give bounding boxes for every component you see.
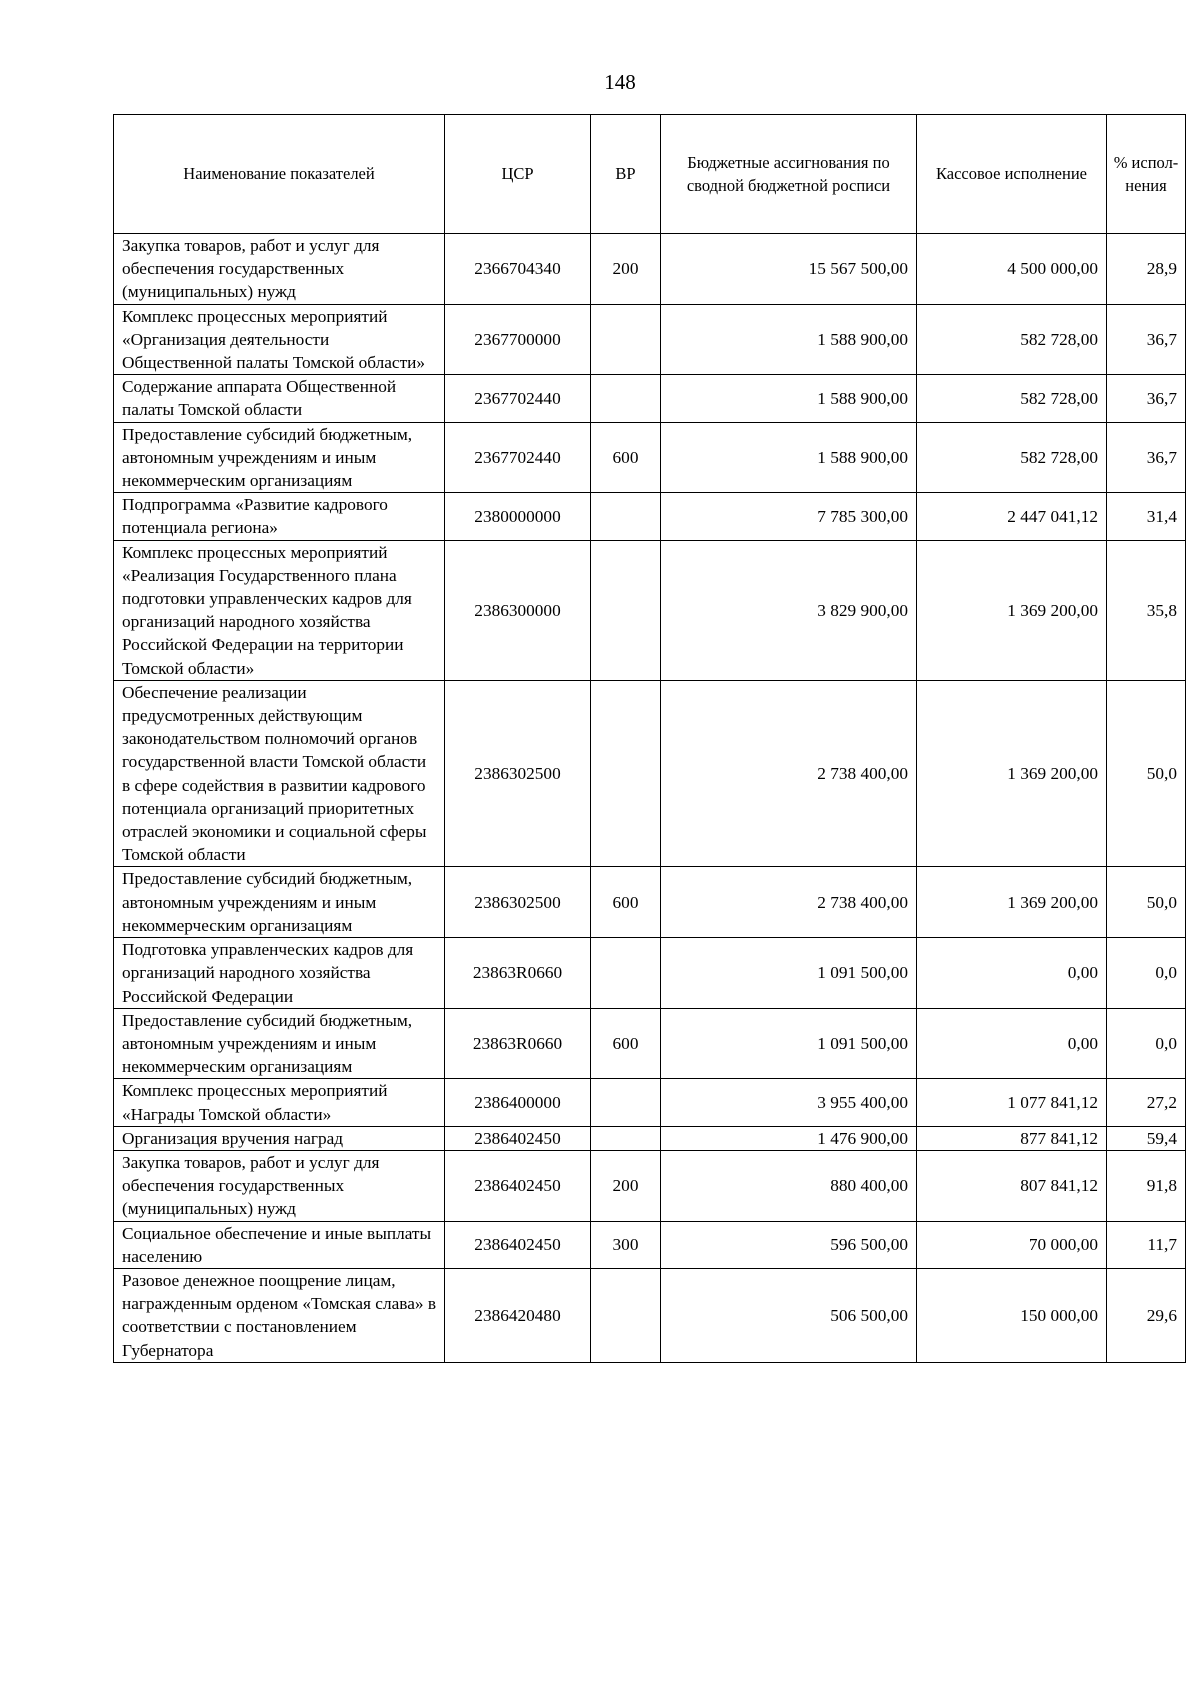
table-header-row xyxy=(114,115,1186,234)
header-vr: ВР xyxy=(591,115,661,234)
cell-code: 2386302500 xyxy=(445,680,591,867)
cell-pct: 50,0 xyxy=(1107,680,1186,867)
cell-pct: 36,7 xyxy=(1107,304,1186,375)
table-row xyxy=(114,938,1186,1009)
cell-name: Содержание аппарата Общественной палаты Томской области xyxy=(114,375,445,422)
cell-code: 2367702440 xyxy=(445,422,591,493)
header-plan: Бюджетные ассигнования по сводной бюджетной росписи xyxy=(661,115,917,234)
budget-execution-table xyxy=(113,114,1186,1363)
cell-plan: 3 955 400,00 xyxy=(661,1079,917,1126)
cell-exec: 1 369 200,00 xyxy=(917,867,1107,938)
cell-name: Организация вручения наград xyxy=(114,1126,445,1150)
cell-name: Комплекс процессных мероприятий «Награды Томской области» xyxy=(114,1079,445,1126)
cell-code: 2386402450 xyxy=(445,1150,591,1221)
cell-code: 2367702440 xyxy=(445,375,591,422)
cell-vr: 200 xyxy=(591,1150,661,1221)
cell-pct: 27,2 xyxy=(1107,1079,1186,1126)
cell-name: Предоставление субсидий бюджетным, автономным учреждениям и иным некоммерческим организациям xyxy=(114,422,445,493)
table-row xyxy=(114,1126,1186,1150)
cell-exec: 0,00 xyxy=(917,938,1107,1009)
table-row xyxy=(114,1150,1186,1221)
cell-vr xyxy=(591,680,661,867)
table-body xyxy=(114,234,1186,1363)
cell-name: Подготовка управленческих кадров для организаций народного хозяйства Российской Федерации xyxy=(114,938,445,1009)
cell-pct: 59,4 xyxy=(1107,1126,1186,1150)
cell-plan: 1 091 500,00 xyxy=(661,1008,917,1079)
cell-pct: 91,8 xyxy=(1107,1150,1186,1221)
table-row xyxy=(114,234,1186,305)
cell-code: 2386300000 xyxy=(445,540,591,680)
cell-code: 2380000000 xyxy=(445,493,591,540)
cell-code: 23863R0660 xyxy=(445,938,591,1009)
cell-exec: 582 728,00 xyxy=(917,304,1107,375)
cell-plan: 2 738 400,00 xyxy=(661,867,917,938)
cell-exec: 4 500 000,00 xyxy=(917,234,1107,305)
cell-plan: 1 588 900,00 xyxy=(661,422,917,493)
cell-name: Закупка товаров, работ и услуг для обеспечения государственных (муниципальных) нужд xyxy=(114,1150,445,1221)
cell-vr xyxy=(591,1126,661,1150)
cell-pct: 11,7 xyxy=(1107,1221,1186,1268)
cell-plan: 3 829 900,00 xyxy=(661,540,917,680)
cell-exec: 1 369 200,00 xyxy=(917,680,1107,867)
cell-plan: 880 400,00 xyxy=(661,1150,917,1221)
header-name: Наименование показателей xyxy=(114,115,445,234)
cell-pct: 29,6 xyxy=(1107,1268,1186,1362)
cell-exec: 150 000,00 xyxy=(917,1268,1107,1362)
cell-pct: 35,8 xyxy=(1107,540,1186,680)
cell-vr xyxy=(591,540,661,680)
cell-name: Обеспечение реализации предусмотренных действующим законодательством полномочий органов государственной власти Томской области в сфере содействия в развитии кадрового потенциала организаций приоритетных отраслей экономики и социальной сферы Томской области xyxy=(114,680,445,867)
cell-pct: 36,7 xyxy=(1107,422,1186,493)
cell-plan: 15 567 500,00 xyxy=(661,234,917,305)
cell-vr: 300 xyxy=(591,1221,661,1268)
cell-pct: 31,4 xyxy=(1107,493,1186,540)
cell-name: Комплекс процессных мероприятий «Реализация Государственного плана подготовки управленческих кадров для организаций народного хозяйства Российской Федерации на территории Томской области» xyxy=(114,540,445,680)
cell-name: Предоставление субсидий бюджетным, автономным учреждениям и иным некоммерческим организациям xyxy=(114,1008,445,1079)
table-row xyxy=(114,493,1186,540)
cell-exec: 1 077 841,12 xyxy=(917,1079,1107,1126)
cell-plan: 506 500,00 xyxy=(661,1268,917,1362)
header-pct: % испол-нения xyxy=(1107,115,1186,234)
cell-exec: 877 841,12 xyxy=(917,1126,1107,1150)
cell-name: Социальное обеспечение и иные выплаты населению xyxy=(114,1221,445,1268)
table-row xyxy=(114,1008,1186,1079)
cell-vr: 200 xyxy=(591,234,661,305)
cell-vr xyxy=(591,493,661,540)
cell-pct: 0,0 xyxy=(1107,1008,1186,1079)
cell-exec: 0,00 xyxy=(917,1008,1107,1079)
cell-vr xyxy=(591,304,661,375)
cell-pct: 28,9 xyxy=(1107,234,1186,305)
cell-plan: 1 588 900,00 xyxy=(661,304,917,375)
table-row xyxy=(114,1268,1186,1362)
page-number: 148 xyxy=(604,70,636,94)
cell-plan: 1 091 500,00 xyxy=(661,938,917,1009)
cell-exec: 582 728,00 xyxy=(917,375,1107,422)
table-row xyxy=(114,1079,1186,1126)
cell-plan: 1 476 900,00 xyxy=(661,1126,917,1150)
header-exec: Кассовое исполнение xyxy=(917,115,1107,234)
table-row xyxy=(114,375,1186,422)
table-row xyxy=(114,304,1186,375)
cell-exec: 2 447 041,12 xyxy=(917,493,1107,540)
cell-code: 2386420480 xyxy=(445,1268,591,1362)
cell-plan: 1 588 900,00 xyxy=(661,375,917,422)
cell-name: Подпрограмма «Развитие кадрового потенциала региона» xyxy=(114,493,445,540)
cell-plan: 2 738 400,00 xyxy=(661,680,917,867)
cell-name: Закупка товаров, работ и услуг для обеспечения государственных (муниципальных) нужд xyxy=(114,234,445,305)
cell-vr: 600 xyxy=(591,1008,661,1079)
cell-pct: 36,7 xyxy=(1107,375,1186,422)
cell-name: Предоставление субсидий бюджетным, автономным учреждениям и иным некоммерческим организациям xyxy=(114,867,445,938)
cell-plan: 7 785 300,00 xyxy=(661,493,917,540)
cell-exec: 582 728,00 xyxy=(917,422,1107,493)
cell-code: 2386402450 xyxy=(445,1221,591,1268)
cell-pct: 50,0 xyxy=(1107,867,1186,938)
cell-name: Комплекс процессных мероприятий «Организация деятельности Общественной палаты Томской области» xyxy=(114,304,445,375)
table-row xyxy=(114,680,1186,867)
header-code: ЦСР xyxy=(445,115,591,234)
table-row xyxy=(114,1221,1186,1268)
cell-code: 23863R0660 xyxy=(445,1008,591,1079)
cell-vr xyxy=(591,1079,661,1126)
cell-plan: 596 500,00 xyxy=(661,1221,917,1268)
cell-vr: 600 xyxy=(591,867,661,938)
cell-exec: 70 000,00 xyxy=(917,1221,1107,1268)
cell-vr xyxy=(591,1268,661,1362)
cell-vr xyxy=(591,375,661,422)
cell-exec: 1 369 200,00 xyxy=(917,540,1107,680)
cell-code: 2386402450 xyxy=(445,1126,591,1150)
table-row xyxy=(114,422,1186,493)
table-row xyxy=(114,867,1186,938)
table-row xyxy=(114,540,1186,680)
cell-code: 2366704340 xyxy=(445,234,591,305)
cell-vr: 600 xyxy=(591,422,661,493)
cell-code: 2386400000 xyxy=(445,1079,591,1126)
cell-pct: 0,0 xyxy=(1107,938,1186,1009)
cell-exec: 807 841,12 xyxy=(917,1150,1107,1221)
cell-name: Разовое денежное поощрение лицам, награжденным орденом «Томская слава» в соответствии с постановлением Губернатора xyxy=(114,1268,445,1362)
cell-vr xyxy=(591,938,661,1009)
cell-code: 2386302500 xyxy=(445,867,591,938)
cell-code: 2367700000 xyxy=(445,304,591,375)
